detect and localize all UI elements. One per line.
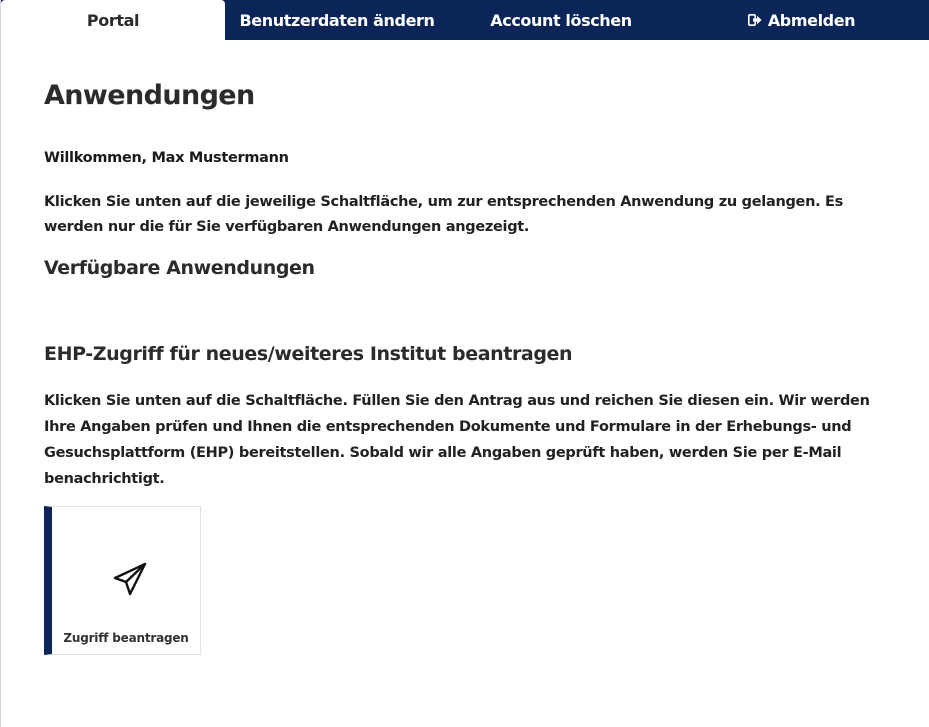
tab-account-loeschen-label: Account löschen [490,10,632,30]
tab-benutzerdaten-aendern[interactable] [225,0,449,40]
page-title: Anwendungen [44,80,255,111]
application-description: Klicken Sie unten auf die Schaltfläche. Füllen Sie den Antrag aus und reichen Sie diesen ein. Wir werden Ihre Angaben prüfen und Ihnen die entsprechenden Dokumente und Formulare in der Erhebungs- und Gesuchsplattform (EHP) bereitstellen. Sobald wir alle Angaben geprüft haben, werden Sie per E-Mail benachrichtigt. [44,393,870,487]
request-access-card-button[interactable] [44,506,201,655]
tab-benutzerdaten-label: Benutzerdaten ändern [239,10,435,30]
welcome-message: Willkommen, Max Mustermann [44,150,289,166]
sign-out-icon [748,14,762,26]
intro-text: Klicken Sie unten auf die jeweilige Schaltfläche, um zur entsprechenden Anwendung zu gelangen. Es werden nur die für Sie verfügbaren Anwendungen angezeigt. [44,194,843,235]
tab-portal-label: Portal [86,10,140,30]
paper-plane-icon [110,559,150,599]
tab-abmelden-label: Abmelden [767,10,856,30]
top-navigation [1,0,929,40]
application-title: EHP-Zugriff für neues/weiteres Institut beantragen [44,343,573,365]
tab-abmelden[interactable] [673,0,929,40]
section-title-available-apps: Verfügbare Anwendungen [44,257,315,279]
tab-portal[interactable] [1,0,225,40]
request-access-card-label: Zugriff beantragen [63,631,189,645]
tab-account-loeschen[interactable] [449,0,673,40]
